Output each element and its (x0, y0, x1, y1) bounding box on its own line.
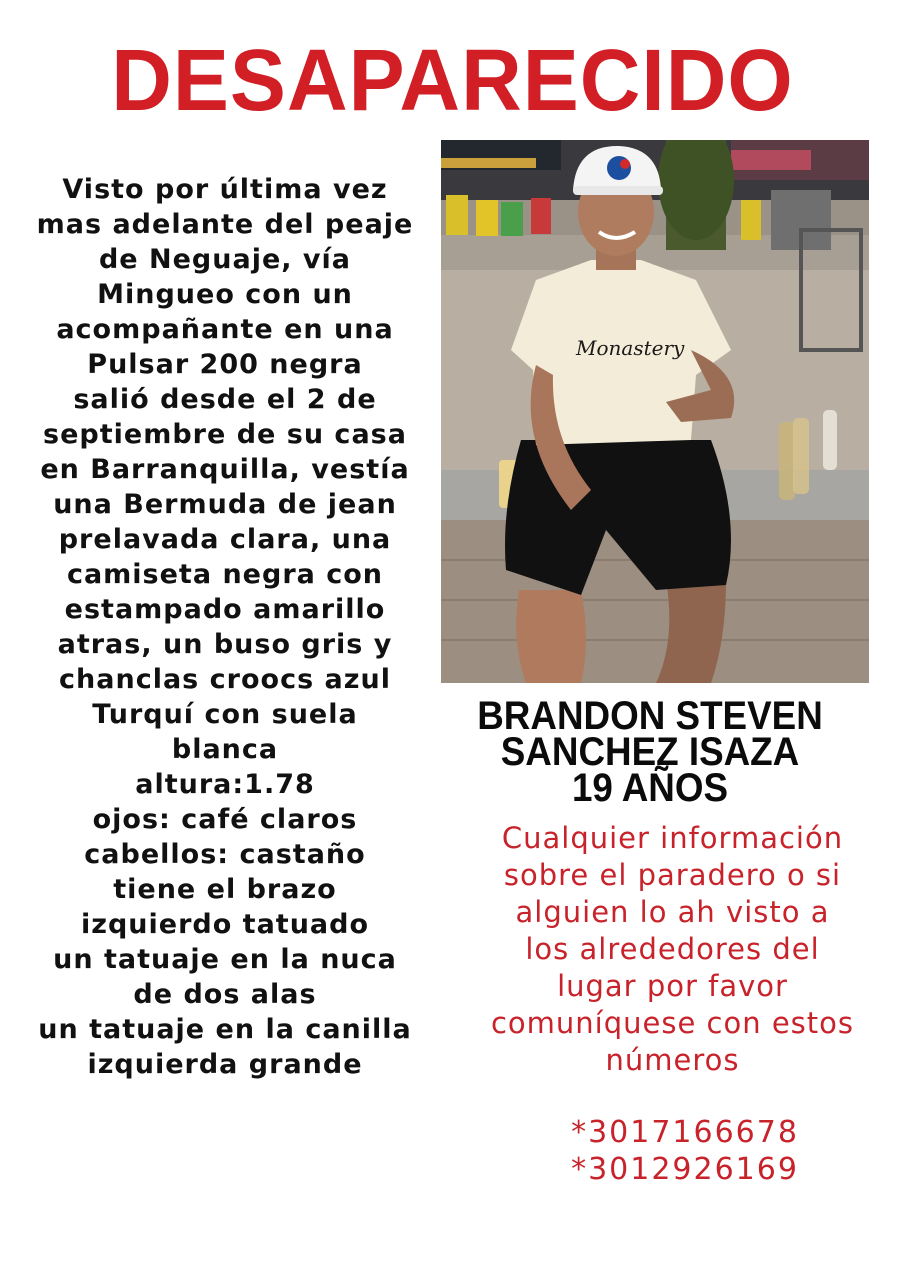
description-line: camiseta negra con (66, 559, 384, 590)
info-line: comuníquese con estos (490, 1006, 854, 1040)
info-line: los alrededores del (525, 932, 820, 966)
shirt-print-text: Monastery (576, 336, 685, 360)
description-line: tiene el brazo (113, 874, 337, 905)
person-name-line-2: SANCHEZ ISAZA (500, 730, 800, 774)
description-line: una Bermuda de jean (53, 489, 397, 520)
description-line: altura:1.78 (135, 769, 315, 800)
info-line: números (605, 1043, 740, 1077)
description-text (10, 172, 440, 1082)
description-line: ojos: café claros (92, 804, 358, 835)
info-line: alguien lo ah visto a (515, 895, 830, 929)
person-name-line-1: BRANDON STEVEN (477, 694, 823, 738)
description-line: atras, un buso gris y (57, 629, 393, 660)
phone-numbers (520, 1114, 850, 1188)
description-line: un tatuaje en la nuca (53, 944, 397, 975)
description-line: Mingueo con un (97, 279, 353, 310)
description-line: estampado amarillo (64, 594, 386, 625)
description-line: cabellos: castaño (84, 839, 366, 870)
description-line: salió desde el 2 de (73, 384, 377, 415)
phone-number: *3012926169 (571, 1152, 799, 1187)
description-line: mas adelante del peaje (36, 209, 414, 240)
description-line: chanclas croocs azul (59, 664, 391, 695)
info-line: lugar por favor (557, 969, 788, 1003)
description-line: Visto por última vez (62, 174, 388, 205)
phone-number: *3017166678 (571, 1115, 799, 1150)
contact-request-text (445, 820, 900, 1079)
description-line: prelavada clara, una (58, 524, 392, 555)
person-age: 19 AÑOS (571, 766, 729, 810)
description-line: acompañante en una (56, 314, 394, 345)
poster-title: DESAPARECIDO (111, 31, 794, 129)
description-line: un tatuaje en la canilla (38, 1014, 412, 1045)
description-line: de Neguaje, vía (98, 244, 351, 275)
description-line: Turquí con suela (92, 699, 358, 730)
description-line: blanca (171, 734, 279, 765)
info-line: sobre el paradero o si (503, 858, 842, 892)
description-line: izquierdo tatuado (80, 909, 370, 940)
description-line: septiembre de su casa (43, 419, 407, 450)
description-line: Pulsar 200 negra (87, 349, 363, 380)
description-line: izquierda grande (87, 1049, 363, 1080)
missing-person-photo (441, 140, 869, 683)
description-line: de dos alas (133, 979, 317, 1010)
description-line: en Barranquilla, vestía (40, 454, 410, 485)
person-name-block (457, 694, 843, 810)
info-line: Cualquier información (501, 821, 844, 855)
